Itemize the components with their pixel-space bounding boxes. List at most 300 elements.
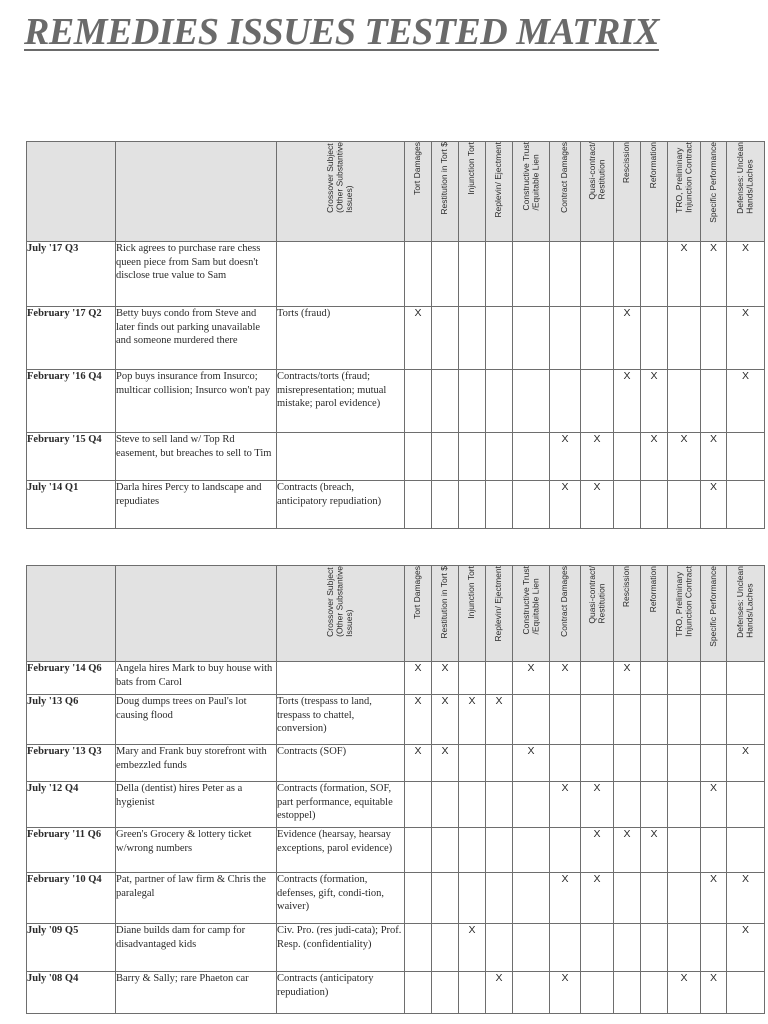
facts-cell: Doug dumps trees on Paul's lot causing flood xyxy=(116,695,277,745)
mark-cell-replevin-ejectment xyxy=(486,370,513,433)
exam-cell: July '13 Q6 xyxy=(27,695,116,745)
mark-cell-specific-performance xyxy=(701,782,727,828)
mark-cell-replevin-ejectment xyxy=(486,828,513,873)
mark-cell-specific-performance xyxy=(701,242,727,307)
header-row xyxy=(27,142,765,242)
mark-x: X xyxy=(650,433,658,445)
mark-cell-tort-damages xyxy=(405,828,432,873)
mark-cell-tro-preliminary-injunction xyxy=(668,307,701,370)
column-header-label: Constructive Trust /Equitable Lien xyxy=(520,142,540,211)
exam-cell: February '17 Q2 xyxy=(27,307,116,370)
mark-cell-restitution-in-tort xyxy=(432,662,459,695)
column-header xyxy=(614,142,641,242)
mark-x: X xyxy=(623,828,631,840)
mark-cell-rescission xyxy=(614,307,641,370)
column-header-label: Specific Performance xyxy=(707,566,718,647)
mark-cell-tro-preliminary-injunction xyxy=(668,662,701,695)
mark-cell-rescission xyxy=(614,242,641,307)
mark-cell-injunction-tort xyxy=(459,370,486,433)
mark-x: X xyxy=(561,662,569,674)
column-header-label: Crossover Subject (Other Substantive Issues) xyxy=(325,566,355,637)
remedies-matrix-table-1 xyxy=(26,141,765,529)
facts-cell: Angela hires Mark to buy house with bats from Carol xyxy=(116,662,277,695)
mark-cell-reformation xyxy=(641,695,668,745)
table-row xyxy=(27,370,765,433)
mark-cell-rescission xyxy=(614,828,641,873)
mark-cell-tro-preliminary-injunction xyxy=(668,924,701,972)
mark-cell-reformation xyxy=(641,481,668,529)
mark-cell-defenses-unclean-hands xyxy=(727,433,765,481)
column-header xyxy=(486,566,513,662)
mark-x: X xyxy=(495,972,503,984)
crossover-cell xyxy=(277,662,405,695)
mark-cell-injunction-tort xyxy=(459,242,486,307)
table-row xyxy=(27,662,765,695)
column-header-label: Tort Damages xyxy=(412,566,423,619)
mark-cell-specific-performance xyxy=(701,924,727,972)
mark-cell-constructive-trust xyxy=(513,745,550,782)
column-header xyxy=(459,566,486,662)
facts-cell: Rick agrees to purchase rare chess queen piece from Sam but doesn't disclose true value to Sam xyxy=(116,242,277,307)
mark-cell-tro-preliminary-injunction xyxy=(668,828,701,873)
mark-cell-reformation xyxy=(641,924,668,972)
table-row xyxy=(27,972,765,1014)
column-header xyxy=(581,566,614,662)
column-header-label: Contract Damages xyxy=(559,566,570,637)
crossover-cell: Contracts (formation, SOF, part performance, equitable estoppel) xyxy=(277,782,405,828)
mark-cell-defenses-unclean-hands xyxy=(727,662,765,695)
facts-cell: Darla hires Percy to landscape and repudiates xyxy=(116,481,277,529)
mark-x: X xyxy=(709,782,717,794)
exam-cell: July '17 Q3 xyxy=(27,242,116,307)
mark-cell-replevin-ejectment xyxy=(486,745,513,782)
mark-x: X xyxy=(414,662,422,674)
mark-x: X xyxy=(593,481,601,493)
mark-cell-reformation xyxy=(641,745,668,782)
mark-cell-defenses-unclean-hands xyxy=(727,924,765,972)
crossover-cell: Evidence (hearsay, hearsay exceptions, parol evidence) xyxy=(277,828,405,873)
mark-cell-defenses-unclean-hands xyxy=(727,307,765,370)
mark-cell-replevin-ejectment xyxy=(486,924,513,972)
mark-x: X xyxy=(741,242,749,254)
column-header-label: Injunction Tort xyxy=(466,142,477,195)
column-header-label: Quasi-contract/ Restitution xyxy=(586,142,606,200)
mark-cell-defenses-unclean-hands xyxy=(727,828,765,873)
mark-cell-tro-preliminary-injunction xyxy=(668,695,701,745)
header-blank-exam xyxy=(27,566,116,662)
column-header-label: Defenses: Unclean Hands/Laches xyxy=(735,566,755,638)
mark-x: X xyxy=(709,873,717,885)
mark-cell-specific-performance xyxy=(701,828,727,873)
mark-cell-specific-performance xyxy=(701,695,727,745)
column-header xyxy=(727,142,765,242)
mark-cell-constructive-trust xyxy=(513,307,550,370)
mark-cell-tro-preliminary-injunction xyxy=(668,370,701,433)
mark-x: X xyxy=(709,433,717,445)
mark-x: X xyxy=(741,745,749,757)
mark-cell-tort-damages xyxy=(405,695,432,745)
mark-cell-replevin-ejectment xyxy=(486,242,513,307)
mark-cell-injunction-tort xyxy=(459,924,486,972)
mark-cell-defenses-unclean-hands xyxy=(727,481,765,529)
mark-x: X xyxy=(527,662,535,674)
mark-x: X xyxy=(593,433,601,445)
mark-cell-tort-damages xyxy=(405,662,432,695)
mark-x: X xyxy=(680,972,688,984)
mark-cell-replevin-ejectment xyxy=(486,662,513,695)
mark-cell-quasi-contract xyxy=(581,242,614,307)
mark-cell-tro-preliminary-injunction xyxy=(668,745,701,782)
mark-cell-reformation xyxy=(641,307,668,370)
column-header xyxy=(459,142,486,242)
table-row xyxy=(27,307,765,370)
exam-cell: July '09 Q5 xyxy=(27,924,116,972)
column-header xyxy=(641,142,668,242)
crossover-cell: Contracts/torts (fraud; misrepresentation; mutual mistake; parol evidence) xyxy=(277,370,405,433)
mark-x: X xyxy=(741,924,749,936)
mark-cell-contract-damages xyxy=(550,662,581,695)
exam-cell: February '10 Q4 xyxy=(27,873,116,924)
column-header-label: Restitution in Tort $ xyxy=(439,142,450,215)
crossover-cell: Torts (trespass to land, trespass to chattel, conversion) xyxy=(277,695,405,745)
mark-cell-rescission xyxy=(614,924,641,972)
mark-x: X xyxy=(561,433,569,445)
mark-x: X xyxy=(741,307,749,319)
mark-cell-quasi-contract xyxy=(581,924,614,972)
mark-cell-tort-damages xyxy=(405,307,432,370)
mark-cell-contract-damages xyxy=(550,695,581,745)
mark-cell-contract-damages xyxy=(550,873,581,924)
mark-cell-defenses-unclean-hands xyxy=(727,745,765,782)
mark-x: X xyxy=(414,307,422,319)
crossover-cell: Civ. Pro. (res judi-cata); Prof. Resp. (confidentiality) xyxy=(277,924,405,972)
mark-cell-restitution-in-tort xyxy=(432,481,459,529)
mark-cell-constructive-trust xyxy=(513,481,550,529)
column-header-label: Constructive Trust /Equitable Lien xyxy=(520,566,540,635)
mark-x: X xyxy=(441,695,449,707)
column-header xyxy=(550,142,581,242)
table-row xyxy=(27,828,765,873)
mark-cell-replevin-ejectment xyxy=(486,782,513,828)
header-blank-facts xyxy=(116,566,277,662)
mark-cell-constructive-trust xyxy=(513,242,550,307)
mark-x: X xyxy=(593,828,601,840)
mark-cell-tort-damages xyxy=(405,782,432,828)
mark-cell-rescission xyxy=(614,745,641,782)
mark-x: X xyxy=(623,307,631,319)
mark-cell-tro-preliminary-injunction xyxy=(668,433,701,481)
mark-x: X xyxy=(593,782,601,794)
mark-cell-tro-preliminary-injunction xyxy=(668,242,701,307)
mark-cell-replevin-ejectment xyxy=(486,695,513,745)
exam-cell: February '15 Q4 xyxy=(27,433,116,481)
mark-x: X xyxy=(414,695,422,707)
mark-cell-tro-preliminary-injunction xyxy=(668,972,701,1014)
mark-cell-tort-damages xyxy=(405,873,432,924)
exam-cell: July '12 Q4 xyxy=(27,782,116,828)
column-header xyxy=(486,142,513,242)
mark-cell-quasi-contract xyxy=(581,782,614,828)
column-header xyxy=(581,142,614,242)
mark-cell-quasi-contract xyxy=(581,662,614,695)
mark-cell-constructive-trust xyxy=(513,370,550,433)
table-row xyxy=(27,433,765,481)
mark-cell-contract-damages xyxy=(550,242,581,307)
mark-x: X xyxy=(561,782,569,794)
column-header xyxy=(405,566,432,662)
mark-cell-tort-damages xyxy=(405,924,432,972)
mark-cell-defenses-unclean-hands xyxy=(727,782,765,828)
mark-cell-specific-performance xyxy=(701,972,727,1014)
remedies-matrix-table-2 xyxy=(26,565,765,1014)
facts-cell: Mary and Frank buy storefront with embezzled funds xyxy=(116,745,277,782)
mark-cell-constructive-trust xyxy=(513,662,550,695)
mark-cell-defenses-unclean-hands xyxy=(727,873,765,924)
mark-cell-defenses-unclean-hands xyxy=(727,370,765,433)
column-header-label: TRO, Preliminary Injunction Contract xyxy=(673,142,693,213)
crossover-cell: Contracts (breach, anticipatory repudiation) xyxy=(277,481,405,529)
mark-x: X xyxy=(561,873,569,885)
header-blank-facts xyxy=(116,142,277,242)
mark-cell-reformation xyxy=(641,662,668,695)
mark-cell-specific-performance xyxy=(701,662,727,695)
exam-cell: February '11 Q6 xyxy=(27,828,116,873)
mark-cell-reformation xyxy=(641,782,668,828)
column-header-label: Tort Damages xyxy=(412,142,423,195)
table-row xyxy=(27,873,765,924)
mark-cell-tro-preliminary-injunction xyxy=(668,873,701,924)
mark-cell-quasi-contract xyxy=(581,873,614,924)
column-header-label: Contract Damages xyxy=(559,142,570,213)
mark-cell-injunction-tort xyxy=(459,433,486,481)
header-blank-exam xyxy=(27,142,116,242)
mark-cell-restitution-in-tort xyxy=(432,745,459,782)
mark-cell-injunction-tort xyxy=(459,662,486,695)
table-row xyxy=(27,242,765,307)
mark-cell-restitution-in-tort xyxy=(432,242,459,307)
exam-cell: February '16 Q4 xyxy=(27,370,116,433)
mark-cell-defenses-unclean-hands xyxy=(727,695,765,745)
mark-cell-tort-damages xyxy=(405,370,432,433)
mark-cell-injunction-tort xyxy=(459,745,486,782)
mark-cell-reformation xyxy=(641,370,668,433)
exam-cell: February '14 Q6 xyxy=(27,662,116,695)
table-row xyxy=(27,481,765,529)
table-row xyxy=(27,695,765,745)
column-header-label: Injunction Tort xyxy=(466,566,477,619)
mark-cell-constructive-trust xyxy=(513,873,550,924)
mark-cell-contract-damages xyxy=(550,433,581,481)
facts-cell: Steve to sell land w/ Top Rd easement, but breaches to sell to Tim xyxy=(116,433,277,481)
table-row xyxy=(27,924,765,972)
mark-cell-specific-performance xyxy=(701,433,727,481)
mark-x: X xyxy=(709,242,717,254)
mark-cell-restitution-in-tort xyxy=(432,782,459,828)
mark-cell-replevin-ejectment xyxy=(486,972,513,1014)
exam-cell: July '08 Q4 xyxy=(27,972,116,1014)
column-header-label: Rescission xyxy=(621,142,632,184)
mark-cell-injunction-tort xyxy=(459,782,486,828)
column-header-label: Crossover Subject (Other Substantive Issues) xyxy=(325,142,355,213)
mark-cell-reformation xyxy=(641,828,668,873)
mark-cell-reformation xyxy=(641,242,668,307)
mark-cell-constructive-trust xyxy=(513,695,550,745)
mark-x: X xyxy=(650,828,658,840)
facts-cell: Pat, partner of law firm & Chris the paralegal xyxy=(116,873,277,924)
column-header xyxy=(701,142,727,242)
mark-cell-tort-damages xyxy=(405,481,432,529)
mark-x: X xyxy=(527,745,535,757)
mark-cell-restitution-in-tort xyxy=(432,307,459,370)
mark-cell-tort-damages xyxy=(405,745,432,782)
facts-cell: Della (dentist) hires Peter as a hygienist xyxy=(116,782,277,828)
crossover-cell xyxy=(277,242,405,307)
facts-cell: Diane builds dam for camp for disadvantaged kids xyxy=(116,924,277,972)
mark-cell-quasi-contract xyxy=(581,481,614,529)
mark-x: X xyxy=(741,370,749,382)
mark-x: X xyxy=(650,370,658,382)
mark-x: X xyxy=(441,745,449,757)
mark-cell-contract-damages xyxy=(550,972,581,1014)
mark-cell-quasi-contract xyxy=(581,695,614,745)
mark-cell-specific-performance xyxy=(701,873,727,924)
mark-cell-replevin-ejectment xyxy=(486,307,513,370)
mark-cell-contract-damages xyxy=(550,370,581,433)
mark-cell-defenses-unclean-hands xyxy=(727,972,765,1014)
mark-cell-quasi-contract xyxy=(581,307,614,370)
mark-cell-quasi-contract xyxy=(581,433,614,481)
mark-x: X xyxy=(561,972,569,984)
mark-cell-quasi-contract xyxy=(581,745,614,782)
mark-cell-tro-preliminary-injunction xyxy=(668,481,701,529)
mark-cell-injunction-tort xyxy=(459,828,486,873)
mark-cell-contract-damages xyxy=(550,828,581,873)
column-header-label: Reformation xyxy=(648,566,659,613)
column-header xyxy=(727,566,765,662)
mark-x: X xyxy=(623,662,631,674)
column-header xyxy=(641,566,668,662)
crossover-cell: Contracts (formation, defenses, gift, condi-tion, waiver) xyxy=(277,873,405,924)
column-header xyxy=(668,566,701,662)
column-header-label: Defenses: Unclean Hands/Laches xyxy=(735,142,755,214)
mark-cell-restitution-in-tort xyxy=(432,433,459,481)
mark-cell-restitution-in-tort xyxy=(432,695,459,745)
mark-cell-replevin-ejectment xyxy=(486,873,513,924)
mark-cell-contract-damages xyxy=(550,307,581,370)
mark-x: X xyxy=(593,873,601,885)
mark-cell-restitution-in-tort xyxy=(432,873,459,924)
mark-cell-defenses-unclean-hands xyxy=(727,242,765,307)
mark-cell-reformation xyxy=(641,433,668,481)
mark-cell-tort-damages xyxy=(405,242,432,307)
mark-x: X xyxy=(468,695,476,707)
column-header xyxy=(513,142,550,242)
crossover-cell: Torts (fraud) xyxy=(277,307,405,370)
mark-cell-constructive-trust xyxy=(513,972,550,1014)
mark-cell-reformation xyxy=(641,972,668,1014)
crossover-cell: Contracts (SOF) xyxy=(277,745,405,782)
mark-x: X xyxy=(441,662,449,674)
column-header xyxy=(614,566,641,662)
crossover-cell xyxy=(277,433,405,481)
column-header-label: Replevin/ Ejectment xyxy=(493,142,504,218)
mark-cell-restitution-in-tort xyxy=(432,828,459,873)
exam-cell: February '13 Q3 xyxy=(27,745,116,782)
mark-cell-restitution-in-tort xyxy=(432,370,459,433)
mark-cell-reformation xyxy=(641,873,668,924)
column-header xyxy=(668,142,701,242)
header-row xyxy=(27,566,765,662)
mark-cell-rescission xyxy=(614,782,641,828)
mark-x: X xyxy=(495,695,503,707)
table-row xyxy=(27,745,765,782)
mark-cell-constructive-trust xyxy=(513,828,550,873)
mark-cell-injunction-tort xyxy=(459,695,486,745)
column-header-label: Replevin/ Ejectment xyxy=(493,566,504,642)
column-header-label: Rescission xyxy=(621,566,632,608)
mark-cell-tort-damages xyxy=(405,972,432,1014)
mark-cell-injunction-tort xyxy=(459,307,486,370)
mark-cell-restitution-in-tort xyxy=(432,972,459,1014)
column-header xyxy=(432,142,459,242)
mark-x: X xyxy=(468,924,476,936)
mark-cell-rescission xyxy=(614,481,641,529)
column-header xyxy=(277,566,405,662)
mark-cell-contract-damages xyxy=(550,782,581,828)
column-header-label: Reformation xyxy=(648,142,659,189)
mark-cell-tort-damages xyxy=(405,433,432,481)
mark-cell-rescission xyxy=(614,695,641,745)
mark-x: X xyxy=(623,370,631,382)
mark-cell-specific-performance xyxy=(701,745,727,782)
mark-cell-rescission xyxy=(614,370,641,433)
page-title: REMEDIES ISSUES TESTED MATRIX xyxy=(24,11,659,53)
mark-cell-constructive-trust xyxy=(513,924,550,972)
crossover-cell: Contracts (anticipatory repudiation) xyxy=(277,972,405,1014)
facts-cell: Barry & Sally; rare Phaeton car xyxy=(116,972,277,1014)
mark-cell-contract-damages xyxy=(550,745,581,782)
mark-cell-rescission xyxy=(614,873,641,924)
mark-cell-contract-damages xyxy=(550,924,581,972)
mark-cell-injunction-tort xyxy=(459,481,486,529)
column-header xyxy=(405,142,432,242)
mark-x: X xyxy=(680,242,688,254)
mark-cell-constructive-trust xyxy=(513,433,550,481)
facts-cell: Pop buys insurance from Insurco; multicar collision; Insurco won't pay xyxy=(116,370,277,433)
column-header xyxy=(550,566,581,662)
mark-cell-tro-preliminary-injunction xyxy=(668,782,701,828)
mark-cell-rescission xyxy=(614,433,641,481)
mark-cell-quasi-contract xyxy=(581,972,614,1014)
mark-cell-restitution-in-tort xyxy=(432,924,459,972)
mark-cell-quasi-contract xyxy=(581,828,614,873)
column-header-label: Specific Performance xyxy=(707,142,718,223)
mark-cell-rescission xyxy=(614,662,641,695)
column-header xyxy=(432,566,459,662)
mark-x: X xyxy=(741,873,749,885)
mark-cell-replevin-ejectment xyxy=(486,481,513,529)
table-row xyxy=(27,782,765,828)
mark-cell-specific-performance xyxy=(701,481,727,529)
column-header-label: Restitution in Tort $ xyxy=(439,566,450,639)
column-header xyxy=(701,566,727,662)
facts-cell: Betty buys condo from Steve and later finds out parking unavailable and someone murdered there xyxy=(116,307,277,370)
mark-cell-specific-performance xyxy=(701,370,727,433)
mark-cell-specific-performance xyxy=(701,307,727,370)
mark-cell-injunction-tort xyxy=(459,972,486,1014)
facts-cell: Green's Grocery & lottery ticket w/wrong numbers xyxy=(116,828,277,873)
mark-x: X xyxy=(561,481,569,493)
